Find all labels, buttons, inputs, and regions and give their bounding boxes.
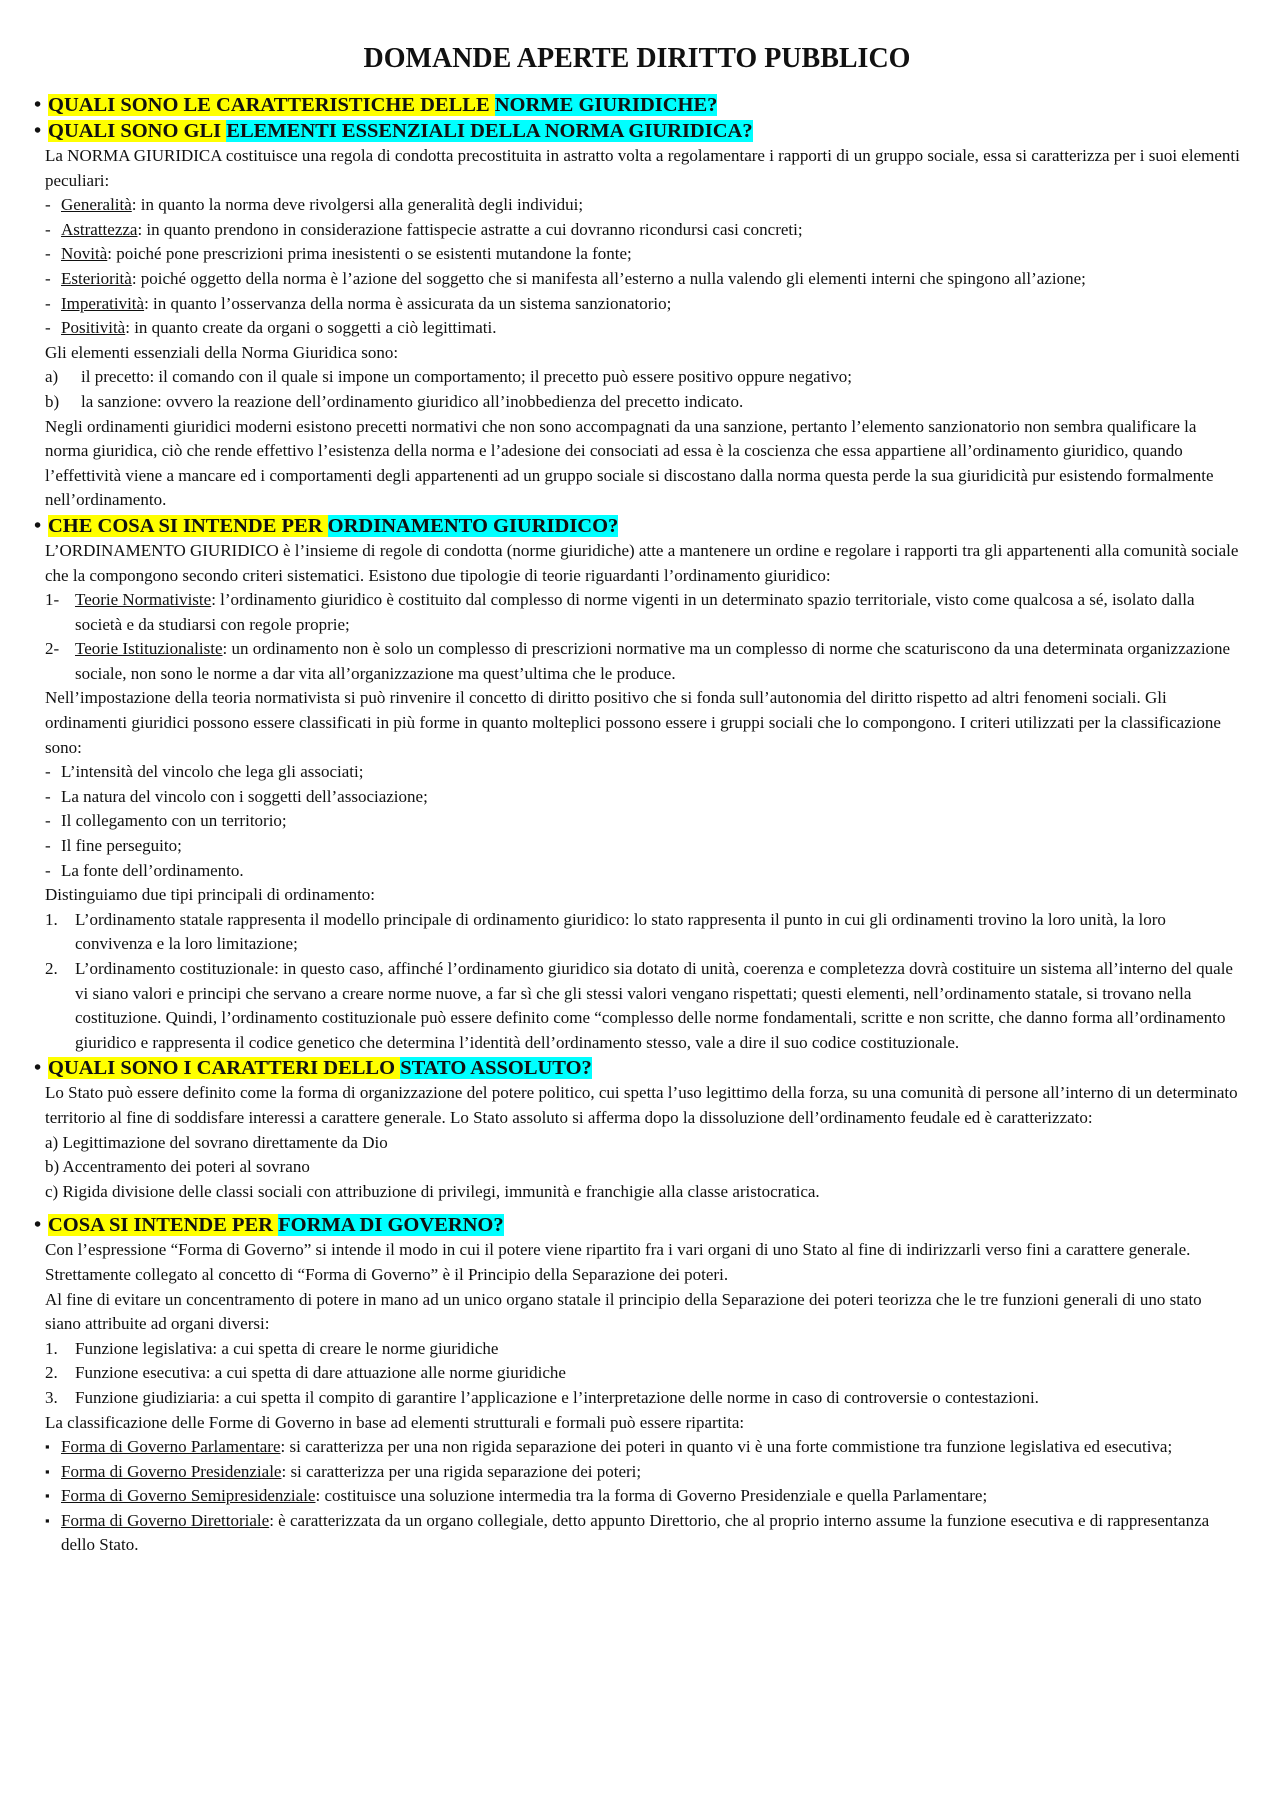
question-heading: • COSA SI INTENDE PER FORMA DI GOVERNO?: [34, 1214, 504, 1237]
bullet-icon: •: [34, 94, 42, 116]
list-item: - Novità: poiché pone prescrizioni prima inesistenti o se esistenti mutandone la fonte;: [45, 244, 632, 264]
list-item: ▪ Forma di Governo Semipresidenziale: costituisce una soluzione intermedia tra la forma di Governo Presidenziale e quella Parlamentare;: [45, 1484, 1240, 1509]
list-item: - L’intensità del vincolo che lega gli associati;: [45, 762, 364, 782]
list-item: 2- Teorie Istituzionaliste: un ordinamento non è solo un complesso di prescrizioni normative ma un complesso di norme che scaturiscono da una determinata organizzazione sociale, non sono le norme a dar vita all’organizzazione ma quest’ultima che le produce.: [45, 639, 1231, 683]
list-item: a) Legittimazione del sovrano direttamente da Dio: [45, 1132, 388, 1152]
bullet-icon: •: [34, 1214, 42, 1237]
list-item: - La natura del vincolo con i soggetti dell’associazione;: [45, 786, 428, 806]
list-item: 2. L’ordinamento costituzionale: in questo caso, affinché l’ordinamento giuridico sia dotato di unità, coerenza e completezza dovrà costituire un sistema all’interno del quale vi siano valori e principi che servano a creare norme nuove, a far sì che gli stessi valori vengano rispettati; questi elementi, nell’ordinamento statale, si trovano nella costituzione. Quindi, l’ordinamento costituzionale può essere definito come “complesso delle norme fondamentali, scritte e non scritte, che danno forma all’ordinamento giuridico e rappresenta il codice genetico che determina l’identità dell’ordinamento stesso, vale a dire il suo codice costituzionale.: [45, 959, 1233, 1052]
paragraph: Lo Stato può essere definito come la forma di organizzazione del potere politico, cui spetta l’uso legittimo della forza, su una comunità di persone all’interno di un determinato territorio al fine di soddisfare interessi a carattere generale. Lo Stato assoluto si afferma dopo la dissoluzione dell’ordinamento feudale ed è caratterizzato:: [45, 1083, 1238, 1127]
list-item: - Il collegamento con un territorio;: [45, 811, 287, 831]
square-bullet-icon: ▪: [45, 1512, 50, 1528]
answer-body: [45, 1238, 1240, 1558]
paragraph: La classificazione delle Forme di Governo in base ad elementi strutturali e formali può essere ripartita:: [45, 1412, 745, 1432]
list-item: b) Accentramento dei poteri al sovrano: [45, 1157, 310, 1177]
paragraph: Distinguiamo due tipi principali di ordinamento:: [45, 885, 376, 905]
list-item: ▪ Forma di Governo Direttoriale: è caratterizzata da un organo collegiale, detto appunto Direttorio, che al proprio interno assume la funzione esecutiva e di rappresentanza dello Stato.: [45, 1510, 1210, 1555]
question-heading: • QUALI SONO I CARATTERI DELLO STATO ASSOLUTO?: [34, 1057, 592, 1080]
list-item: 1. Funzione legislativa: a cui spetta di creare le norme giuridiche: [45, 1338, 499, 1358]
list-item: b) la sanzione: ovvero la reazione dell’ordinamento giuridico all’inobbedienza del precetto indicato.: [45, 391, 744, 411]
answer-body: [45, 144, 1240, 513]
question-heading: • CHE COSA SI INTENDE PER ORDINAMENTO GIURIDICO?: [34, 514, 619, 537]
paragraph: La NORMA GIURIDICA costituisce una regola di condotta precostituita in astratto volta a regolamentare i rapporti di un gruppo sociale, essa si caratterizza per i suoi elementi peculiari:: [45, 146, 1240, 190]
paragraph: Gli elementi essenziali della Norma Giuridica sono:: [45, 342, 399, 362]
square-bullet-icon: ▪: [45, 1488, 50, 1504]
square-bullet-icon: ▪: [45, 1463, 50, 1479]
document-title: DOMANDE APERTE DIRITTO PUBBLICO: [363, 43, 911, 74]
bullet-icon: •: [34, 1057, 42, 1080]
paragraph: Al fine di evitare un concentramento di potere in mano ad un unico organo statale il principio della Separazione dei poteri teorizza che le tre funzioni generali di uno stato siano attribuite ad organi diversi:: [45, 1289, 1202, 1334]
question-heading: • QUALI SONO GLI ELEMENTI ESSENZIALI DELLA NORMA GIURIDICA?: [34, 120, 753, 142]
answer-body: [45, 1081, 1240, 1204]
list-item: 1- Teorie Normativiste: l’ordinamento giuridico è costituito dal complesso di norme vigenti in un determinato spazio territoriale, visto come qualcosa a sé, isolato dalla società e da studiarsi con regole proprie;: [45, 590, 1195, 634]
question-heading: • QUALI SONO LE CARATTERISTICHE DELLE NORME GIURIDICHE?: [34, 94, 718, 116]
square-bullet-icon: ▪: [45, 1439, 50, 1455]
list-item: ▪ Forma di Governo Parlamentare: si caratterizza per una non rigida separazione dei poteri in quanto vi è una forte commistione tra funzione legislativa ed esecutiva;: [45, 1435, 1240, 1460]
list-item: - Positività: in quanto create da organi o soggetti a ciò legittimati.: [45, 318, 497, 338]
paragraph: L’ORDINAMENTO GIURIDICO è l’insieme di regole di condotta (norme giuridiche) atte a mantenere un ordine e regolare i rapporti tra gli appartenenti alla comunità sociale che la compongono secondo criteri sistematici. Esistono due tipologie di teorie riguardanti l’ordinamento giuridico:: [45, 540, 1239, 585]
paragraph: Nell’impostazione della teoria normativista si può rinvenire il concetto di diritto positivo che si fonda sull’autonomia del diritto rispetto ad altri fenomeni sociali. Gli ordinamenti giuridici possono essere classificati in più forme in quanto molteplici possono essere i gruppi sociali che lo compongono. I criteri utilizzati per la classificazione sono:: [45, 688, 1221, 757]
list-item: 2. Funzione esecutiva: a cui spetta di dare attuazione alle norme giuridiche: [45, 1363, 566, 1383]
list-item: - Astrattezza: in quanto prendono in considerazione fattispecie astratte a cui dovranno ricondursi casi concreti;: [45, 219, 803, 239]
list-item: - Il fine perseguito;: [45, 836, 182, 856]
list-item: 1. L’ordinamento statale rappresenta il modello principale di ordinamento giuridico: lo stato rappresenta il punto in cui gli ordinamenti trovino la loro unità, la loro convivenza e la loro limitazione;: [45, 909, 1166, 954]
bullet-icon: •: [34, 120, 42, 142]
list-item: 3. Funzione giudiziaria: a cui spetta il compito di garantire l’applicazione e l’interpretazione delle norme in caso di controversie o contestazioni.: [45, 1387, 1039, 1407]
list-item: a) il precetto: il comando con il quale si impone un comportamento; il precetto può essere positivo oppure negativo;: [45, 367, 852, 387]
spacer: [34, 1204, 1240, 1212]
answer-body: [45, 539, 1240, 1055]
list-item: c) Rigida divisione delle classi sociali con attribuzione di privilegi, immunità e franchigie alla classe aristocratica.: [45, 1181, 820, 1201]
bullet-icon: •: [34, 514, 42, 537]
list-item: - Esteriorità: poiché oggetto della norma è l’azione del soggetto che si manifesta all’esterno a nulla valendo gli elementi interni che spingono all’azione;: [45, 268, 1086, 288]
list-item: - Generalità: in quanto la norma deve rivolgersi alla generalità degli individui;: [45, 195, 584, 215]
paragraph: Negli ordinamenti giuridici moderni esistono precetti normativi che non sono accompagnati da una sanzione, pertanto l’elemento sanzionatorio non sembra qualificare la norma giuridica, ciò che rende effettivo l’esistenza della norma e l’adesione dei consociati ad essa è la coscienza che essa appartiene all’ordinamento giuridico, quando l’effettività viene a mancare ed i comportamenti degli appartenenti ad un gruppo sociale si discostano dalla norma questa perde la sua giuridicità pur esistendo formalmente nell’ordinamento.: [45, 416, 1214, 510]
list-item: - La fonte dell’ordinamento.: [45, 860, 244, 880]
list-item: ▪ Forma di Governo Presidenziale: si caratterizza per una rigida separazione dei poteri;: [45, 1460, 1240, 1485]
paragraph: Con l’espressione “Forma di Governo” si intende il modo in cui il potere viene ripartito fra i vari organi di uno Stato al fine di indirizzarli verso fini a carattere generale. Strettamente collegato al concetto di “Forma di Governo” è il Principio della Separazione dei poteri.: [45, 1240, 1191, 1284]
list-item: - Imperatività: in quanto l’osservanza della norma è assicurata da un sistema sanzionatorio;: [45, 293, 672, 313]
